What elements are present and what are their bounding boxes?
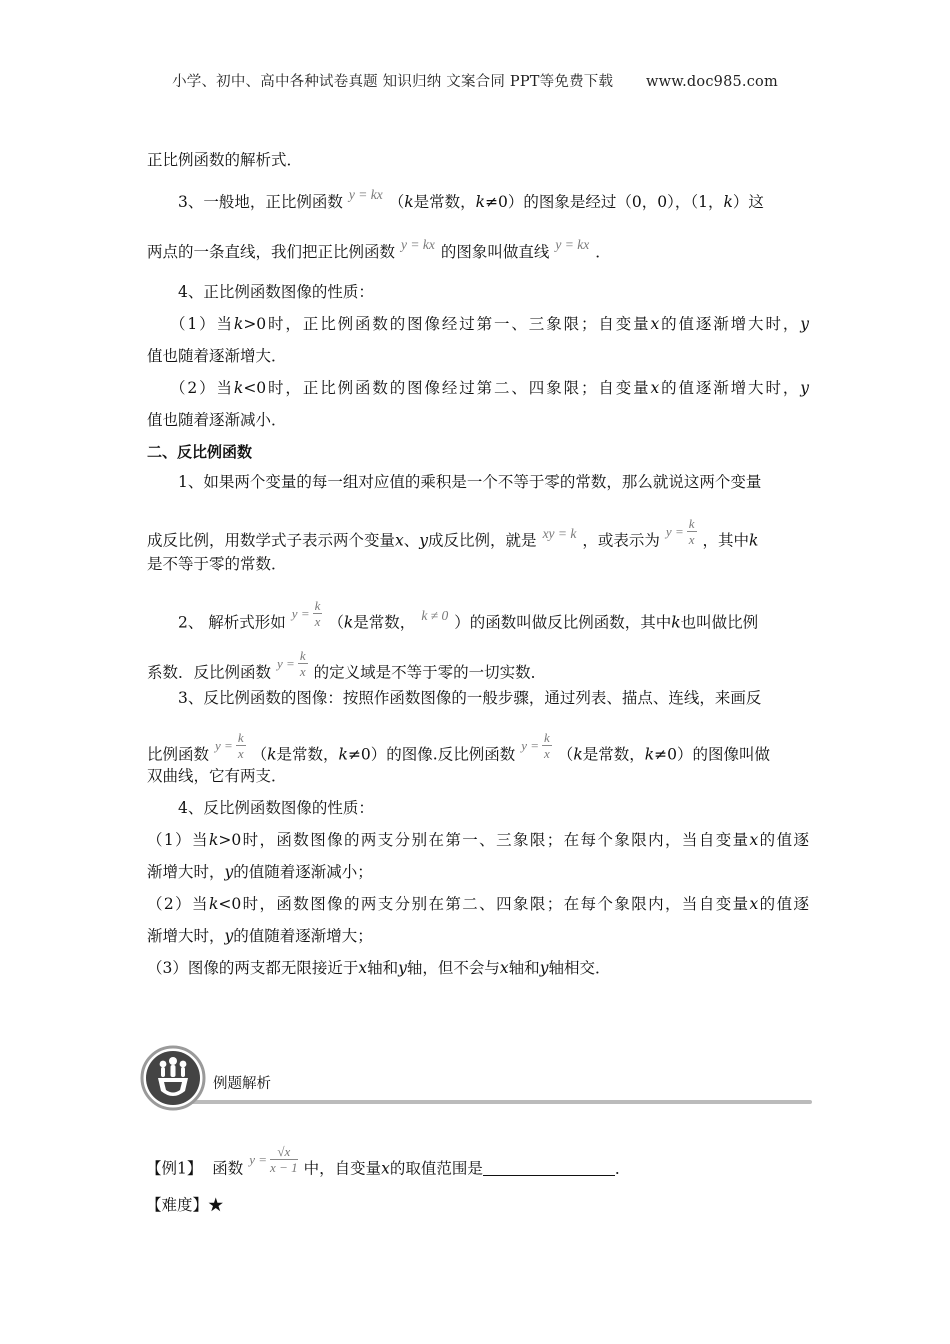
text-line: 4、正比例函数图像的性质： xyxy=(178,283,374,301)
formula-ykx: y = kx xyxy=(401,237,435,252)
formula-y-k-over-x: y = $\frac{k}{x}$ xyxy=(665,516,695,547)
example-analysis-icon xyxy=(140,1045,206,1111)
section-heading: 二、反比例函数 xyxy=(147,443,253,461)
formula-sqrt-x-over-x-minus-1: y = $\frac{√x}{x - 1}$ xyxy=(249,1144,298,1175)
text-line: （2）当k<0时，正比例函数的图像经过第二、四象限；自变量x的值逐渐增大时，y xyxy=(170,379,809,397)
text-line: 渐增大时，y的值随着逐渐减小； xyxy=(147,863,373,881)
text-line: 正比例函数的解析式． xyxy=(147,151,303,169)
text-line: 双曲线，它有两支． xyxy=(147,767,287,785)
difficulty-label: 【难度】 xyxy=(146,1196,209,1214)
text-line: 1、如果两个变量的每一组对应值的乘积是一个不等于零的常数，那么就说这两个变量 xyxy=(178,473,762,491)
text-line: （2）当k<0时，函数图像的两支分别在第二、四象限；在每个象限内，当自变量x的值逐 xyxy=(147,895,809,913)
page-header xyxy=(0,70,950,91)
section-divider xyxy=(170,1100,812,1104)
text-line: 3、反比例函数的图像：按照作函数图像的一般步骤，通过列表、描点、连线，来画反 xyxy=(178,689,762,707)
text-line: 4、反比例函数图像的性质： xyxy=(178,799,374,817)
formula-k-ne-0: k ≠ 0 xyxy=(421,607,449,623)
text-line: （1）当k>0时，正比例函数的图像经过第一、三象限；自变量x的值逐渐增大时，y xyxy=(170,315,809,333)
text-line: （1）当k>0时，函数图像的两支分别在第一、三象限；在每个象限内，当自变量x的值逐 xyxy=(147,831,809,849)
formula-ykx: y = kx xyxy=(555,237,590,252)
formula-y-k-over-x: y = $\frac{k}{x}$ xyxy=(215,730,244,761)
example-section-label: 例题解析 xyxy=(213,1076,271,1092)
formula-y-k-over-x: y = $\frac{k}{x}$ xyxy=(521,730,550,761)
star-icon: ★ xyxy=(208,1196,224,1214)
text-line: 系数．反比例函数y = $\frac{k}{x}$ 的定义域是不等于零的一切实数． xyxy=(147,648,547,682)
formula-ykx: y = kx xyxy=(348,187,383,202)
example-1: 【例1】 函数y = $\frac{√x}{x - 1}$ 中，自变量x的取值范围是 ． xyxy=(146,1144,631,1178)
text-line: 渐增大时，y的值随着逐渐增大； xyxy=(147,927,373,945)
formula-y-k-over-x: y = $\frac{k}{x}$ xyxy=(277,648,306,679)
text-line: 值也随着逐渐减小． xyxy=(147,411,287,429)
header-text: 小学、初中、高中各种试卷真题 知识归纳 文案合同 PPT等免费下载 xyxy=(172,74,614,90)
text-line: 2、 解析式形如y = $\frac{k}{x}$ （k是常数， k ≠ 0 ）的函数叫做反比例函数，其中k也叫做比例 xyxy=(178,598,759,632)
answer-blank[interactable] xyxy=(483,1161,615,1176)
difficulty xyxy=(146,1195,808,1215)
formula-y-k-over-x: y = $\frac{k}{x}$ xyxy=(291,598,321,629)
formula-xyk: xy = k xyxy=(542,525,577,541)
text-line: 值也随着逐渐增大． xyxy=(147,347,287,365)
text-line: 成反比例，用数学式子表示两个变量x、y成反比例，就是 xy = k ，或表示为y = $\frac{k}{x}$ ，其中k xyxy=(147,516,759,550)
text-line: 两点的一条直线，我们把正比例函数 y = kx 的图象叫做直线 y = kx ． xyxy=(147,237,611,261)
text-line: 比例函数y = $\frac{k}{x}$ （k是常数，k≠0）的图像.反比例函数y = $\frac{k}{x}$ （k是常数，k≠0）的图像叫做 xyxy=(147,730,770,764)
header-site: www.doc985.com xyxy=(645,74,778,90)
text-line: （3）图像的两支都无限接近于x轴和y轴，但不会与x轴和y轴相交． xyxy=(147,959,611,977)
text-line: 3、一般地，正比例函数 y = kx （k是常数，k≠0）的图象是经过（0，0），（1，k）这 xyxy=(178,187,764,211)
example-1-label: 【例1】 xyxy=(146,1159,203,1178)
text-line: 是不等于零的常数． xyxy=(147,555,287,573)
